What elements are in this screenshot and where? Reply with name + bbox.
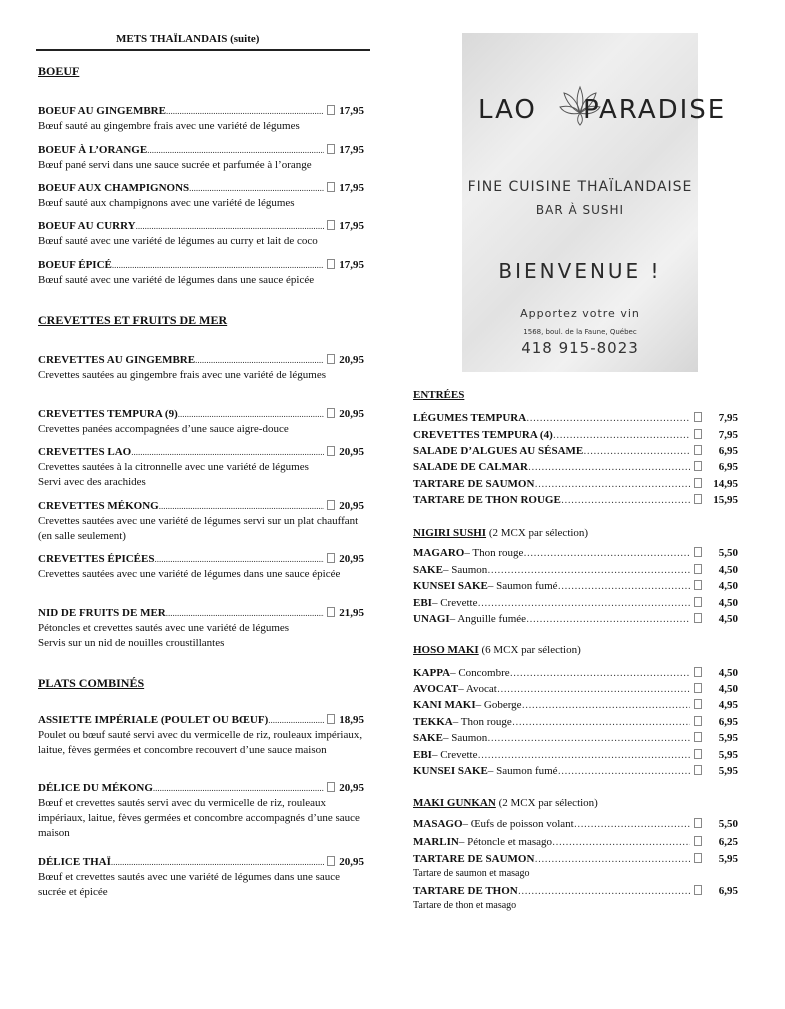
item-price: 4,50 [718,580,738,592]
menu-item [413,884,738,912]
menu-item [413,852,738,880]
price-marker-icon [694,716,702,726]
phone-number: 418 915-8023 [521,339,639,357]
item-subtitle: – Pétoncle et masago [458,836,553,848]
menu-item [38,606,364,651]
price-marker-icon [694,547,702,557]
byow-text: Apportez votre vin [520,307,640,320]
item-price: 5,95 [718,765,738,777]
menu-item [413,411,738,426]
menu-item [38,445,364,490]
price-marker-icon [327,408,335,418]
item-subtitle: – Crevette [431,597,478,609]
menu-item [38,258,364,288]
item-name: SALADE DE CALMAR [413,461,528,473]
item-price: 18,95 [339,714,364,726]
item-description: Bœuf et crevettes sautés avec une variété de légumes dans une sauce sucrée et épicée [38,871,341,898]
section-title-hoso-maki [413,644,581,656]
menu-item [413,731,738,746]
item-name: BOEUF AU CURRY [38,220,136,232]
price-marker-icon [694,732,702,742]
menu-item [413,493,738,508]
price-marker-icon [694,429,702,439]
item-name: CREVETTES TEMPURA (4) [413,429,553,441]
item-name: CREVETTES AU GINGEMBRE [38,354,196,366]
item-name: TEKKA [413,716,453,728]
item-subtitle: – Goberge [475,699,522,711]
item-description-2: Servi avec des arachides [38,476,146,488]
menu-item [413,748,738,763]
tagline: FINE CUISINE THAÏLANDAISE [467,179,693,195]
item-name: LÉGUMES TEMPURA [413,412,527,424]
menu-item [38,181,364,211]
menu-item [413,579,738,594]
item-name: BOEUF AU GINGEMBRE [38,105,166,117]
brand-name-right: PARADISE [583,95,727,125]
header-divider [36,49,370,51]
menu-item [413,612,738,627]
item-name: BOEUF ÉPICÉ [38,259,112,271]
menu-item [413,835,738,850]
item-name: TARTARE DE SAUMON [413,853,535,865]
item-price: 7,95 [718,412,738,424]
item-subtitle: – Saumon fumé [487,580,558,592]
menu-item [413,666,738,681]
item-price: 20,95 [339,782,364,794]
menu-item [413,596,738,611]
menu-item [38,855,364,900]
price-marker-icon [327,500,335,510]
item-description: Crevettes sautées avec une variété de légumes dans une sauce épicée [38,568,341,580]
item-name: SAKE [413,564,443,576]
item-price: 20,95 [339,500,364,512]
section-note: (2 MCX par sélection) [486,527,589,539]
item-name: MAGARO [413,547,465,559]
item-price: 6,95 [718,461,738,473]
price-marker-icon [694,613,702,623]
item-price: 5,95 [718,749,738,761]
section-title-entrees [413,389,464,401]
menu-item [413,682,738,697]
item-name: DÉLICE DU MÉKONG [38,782,153,794]
menu-item [38,552,364,582]
item-name: TARTARE DE THON [413,885,518,897]
menu-item [38,143,364,173]
item-name: EBI [413,749,432,761]
item-description: Bœuf pané servi dans une sauce sucrée et parfumée à l’orange [38,159,312,171]
section-title-text: HOSO MAKI [413,644,479,656]
item-name: CREVETTES ÉPICÉES [38,553,155,565]
item-price: 4,50 [718,613,738,625]
price-marker-icon [694,580,702,590]
price-marker-icon [327,220,335,230]
section-title-plats-combines: PLATS COMBINÉS [38,676,145,690]
item-subtitle: – Thon rouge [452,716,512,728]
menu-item [413,715,738,730]
item-description: Bœuf sauté aux champignons avec une variété de légumes [38,197,295,209]
section-title-boeuf: BOEUF [38,64,80,78]
item-name: ASSIETTE IMPÉRIALE (POULET OU BŒUF) [38,714,269,726]
item-name: KUNSEI SAKE [413,765,488,777]
item-price: 4,50 [718,564,738,576]
menu-item [413,563,738,578]
item-description: Poulet ou bœuf sauté servi avec du vermicelle de riz, rouleaux impériaux, laitue, fèves germées et concombre recouvert d’une sauce maison [38,729,363,756]
item-price: 17,95 [339,259,364,271]
price-marker-icon [327,259,335,269]
item-description: Crevettes sautées avec une variété de légumes servi sur un plat chauffant (en salle seulement) [38,515,359,542]
item-subtitle: – Saumon [442,732,488,744]
item-price: 6,95 [718,716,738,728]
item-price: 17,95 [339,182,364,194]
price-marker-icon [694,699,702,709]
section-title-maki-gunkan [413,797,598,809]
item-name: TARTARE DE THON ROUGE [413,494,561,506]
item-description-2: Servis sur un nid de nouilles croustillantes [38,637,225,649]
menu-item [38,713,364,758]
item-name: CREVETTES TEMPURA (9) [38,408,178,420]
price-marker-icon [327,105,335,115]
item-description: Tartare de saumon et masago [413,868,530,879]
item-name: KANI MAKI [413,699,476,711]
price-marker-icon [694,683,702,693]
item-subtitle: – Saumon [442,564,488,576]
item-price: 15,95 [713,494,738,506]
menu-item [413,477,738,492]
menu-item [413,546,738,561]
menu-item [38,219,364,249]
price-marker-icon [694,412,702,422]
price-marker-icon [327,714,335,724]
item-price: 20,95 [339,553,364,565]
menu-item [413,460,738,475]
item-description: Bœuf sauté avec une variété de légumes au curry et lait de coco [38,235,318,247]
menu-item [38,781,364,841]
item-price: 6,25 [718,836,738,848]
section-title-text: MAKI GUNKAN [413,797,496,809]
item-name: CREVETTES MÉKONG [38,500,159,512]
item-name: MASAGO [413,818,463,830]
price-marker-icon [694,885,702,895]
item-price: 6,95 [718,445,738,457]
item-price: 20,95 [339,856,364,868]
item-price: 20,95 [339,446,364,458]
menu-item [413,764,738,779]
item-price: 6,95 [718,885,738,897]
price-marker-icon [694,461,702,471]
item-price: 7,95 [718,429,738,441]
address: 1568, boul. de la Faune, Québec [523,328,637,336]
item-price: 5,50 [718,547,738,559]
menu-item [413,698,738,713]
price-marker-icon [694,494,702,504]
item-name: MARLIN [413,836,459,848]
item-name: UNAGI [413,613,450,625]
item-name: NID DE FRUITS DE MER [38,607,166,619]
item-subtitle: – Crevette [431,749,478,761]
section-title-text: NIGIRI SUSHI [413,527,487,539]
price-marker-icon [694,564,702,574]
item-subtitle: – Avocat [458,683,497,695]
item-name: AVOCAT [413,683,459,695]
item-price: 20,95 [339,408,364,420]
price-marker-icon [694,853,702,863]
tagline-sushi: BAR À SUSHI [535,203,625,217]
page-title: METS THAÏLANDAIS (suite) [116,33,260,45]
item-name: BOEUF AUX CHAMPIGNONS [38,182,190,194]
price-marker-icon [327,144,335,154]
menu-item [38,353,364,383]
welcome-text: BIENVENUE ! [498,259,662,283]
item-name: CREVETTES LAO [38,446,132,458]
price-marker-icon [694,818,702,828]
price-marker-icon [327,782,335,792]
section-note: (2 MCX par sélection) [495,797,598,809]
item-subtitle: – Concombre [450,667,510,679]
menu-item [38,499,364,544]
item-description: Bœuf sauté avec une variété de légumes dans une sauce épicée [38,274,315,286]
price-marker-icon [694,836,702,846]
item-name: TARTARE DE SAUMON [413,478,535,490]
price-marker-icon [694,765,702,775]
price-marker-icon [327,182,335,192]
section-note: (6 MCX par sélection) [478,644,581,656]
item-price: 4,50 [718,683,738,695]
menu-item [38,104,364,134]
price-marker-icon [694,478,702,488]
menu-item [413,444,738,459]
item-price: 17,95 [339,144,364,156]
item-description: Bœuf sauté au gingembre frais avec une variété de légumes [38,120,300,132]
price-marker-icon [327,553,335,563]
item-name: BOEUF À L’ORANGE [38,144,148,156]
item-price: 5,95 [718,732,738,744]
item-price: 5,50 [718,818,738,830]
menu-item [413,428,738,443]
price-marker-icon [327,446,335,456]
item-price: 14,95 [713,478,738,490]
item-description: Bœuf et crevettes sautés servi avec du vermicelle de riz, rouleaux impériaux, laitue, fèves germées et concombre accompagnés d’une sauce maison [38,797,360,839]
item-description: Crevettes sautées à la citronnelle avec une variété de légumes [38,461,309,473]
item-price: 4,95 [718,699,738,711]
item-name: KUNSEI SAKE [413,580,488,592]
menu-item [38,407,364,437]
section-title-crevettes: CREVETTES ET FRUITS DE MER [38,313,228,327]
item-name: SALADE D’ALGUES AU SÉSAME [413,445,584,457]
brand-name-left: LAO [478,95,537,125]
price-marker-icon [694,445,702,455]
item-description: Pétoncles et crevettes sautés avec une variété de légumes [38,622,290,634]
item-price: 4,50 [718,667,738,679]
price-marker-icon [694,749,702,759]
price-marker-icon [327,856,335,866]
item-name: SAKE [413,732,443,744]
price-marker-icon [327,607,335,617]
item-subtitle: – Anguille fumée [449,613,527,625]
item-description: Crevettes sautées au gingembre frais avec une variété de légumes [38,369,327,381]
item-subtitle: – Saumon fumé [487,765,558,777]
item-description: Crevettes panées accompagnées d’une sauce aigre-douce [38,423,289,435]
item-price: 17,95 [339,105,364,117]
item-price: 20,95 [339,354,364,366]
section-title-nigiri [413,527,588,539]
section-title-text: ENTRÉES [413,389,465,401]
item-price: 4,50 [718,597,738,609]
item-name: DÉLICE THAÏ [38,856,111,868]
menu-item [413,817,738,832]
item-price: 17,95 [339,220,364,232]
item-name: EBI [413,597,432,609]
item-subtitle: – Thon rouge [464,547,524,559]
restaurant-poster [462,33,727,372]
item-subtitle: – Œufs de poisson volant [462,818,574,830]
item-price: 5,95 [718,853,738,865]
price-marker-icon [694,597,702,607]
item-name: KAPPA [413,667,451,679]
price-marker-icon [327,354,335,364]
price-marker-icon [694,667,702,677]
item-price: 21,95 [339,607,364,619]
item-description: Tartare de thon et masago [413,900,517,911]
